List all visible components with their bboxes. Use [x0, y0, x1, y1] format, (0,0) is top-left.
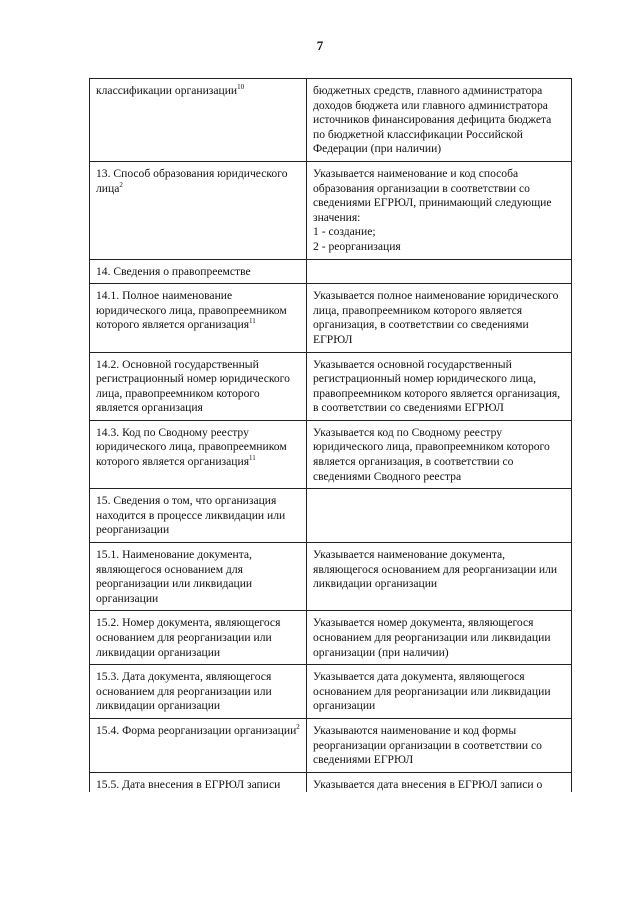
table-row — [90, 772, 572, 792]
table-row — [90, 718, 572, 772]
field-name-cell — [90, 420, 307, 488]
footnote-ref: 2 — [296, 723, 300, 732]
field-description-cell — [307, 665, 572, 719]
field-name-cell — [90, 161, 307, 259]
value-option: 2 - реорганизация — [313, 239, 401, 253]
field-name: 15.4. Форма реорганизации организации — [96, 723, 297, 737]
field-name: 15.5. Дата внесения в ЕГРЮЛ записи — [96, 777, 281, 791]
table-row — [90, 489, 572, 543]
field-description-cell — [307, 772, 572, 792]
table-row — [90, 161, 572, 259]
table-row — [90, 259, 572, 284]
field-name-cell — [90, 543, 307, 611]
field-name: 14.1. Полное наименование юридического лица, правопреемником которого является организация — [96, 289, 287, 332]
field-description: Указывается основной государственный регистрационный номер юридического лица, правопреемником которого является организация, в соответствии со сведениями ЕГРЮЛ — [313, 357, 561, 415]
field-description: Указывается дата внесения в ЕГРЮЛ записи о — [313, 777, 543, 791]
table-row — [90, 665, 572, 719]
field-name: 13. Способ образования юридического лица — [96, 166, 288, 195]
field-name-cell — [90, 611, 307, 665]
field-name-cell — [90, 718, 307, 772]
field-description-cell — [307, 79, 572, 162]
field-name: 15.3. Дата документа, являющегося основанием для реорганизации или ликвидации организации — [96, 670, 272, 713]
field-name: 14.3. Код по Сводному реестру юридического лица, правопреемником которого является организация — [96, 425, 287, 469]
field-description: Указываются наименование и код формы реорганизации организации в соответствии со сведениями ЕГРЮЛ — [313, 723, 542, 767]
field-description: Указывается наименование и код способа образования организации в соответствии со сведениями ЕГРЮЛ, принимающий следующие значения: — [313, 166, 552, 224]
field-name-cell — [90, 665, 307, 719]
field-description: бюджетных средств, главного администратора доходов бюджета или главного администратора источников финансирования дефицита бюджета по бюджетной классификации Российской Федерации (при наличии) — [313, 84, 552, 156]
section-heading: 14. Сведения о правопреемстве — [96, 264, 251, 278]
field-name-cell — [90, 352, 307, 420]
field-description-cell — [307, 352, 572, 420]
field-description: Указывается дата документа, являющегося основанием для реорганизации или ликвидации организации — [313, 670, 551, 713]
field-description: Указывается полное наименование юридического лица, правопреемником которого является организация, в соответствии со сведениями ЕГРЮЛ — [313, 289, 559, 346]
footnote-ref: 2 — [119, 180, 123, 189]
table-row — [90, 420, 572, 488]
table-row — [90, 611, 572, 665]
field-description: Указывается код по Сводному реестру юридического лица, правопреемником которого является организация, в соответствии со сведениями Сводного реестра — [313, 425, 550, 483]
field-name-cell — [90, 79, 307, 162]
table-row — [90, 352, 572, 420]
field-description-cell — [307, 489, 572, 543]
field-description: Указывается наименование документа, являющегося основанием для реорганизации или ликвидации организации — [313, 548, 558, 591]
field-name: 15.1. Наименование документа, являющегося основанием для реорганизации или ликвидации организации — [96, 548, 253, 605]
field-name-cell — [90, 284, 307, 352]
footnote-ref: 11 — [249, 454, 256, 463]
section-heading-cell — [90, 259, 307, 284]
field-description-cell — [307, 718, 572, 772]
table-row — [90, 284, 572, 352]
field-description-cell — [307, 259, 572, 284]
field-name: 15.2. Номер документа, являющегося основанием для реорганизации или ликвидации организации — [96, 616, 281, 659]
field-description-cell — [307, 420, 572, 488]
field-description-cell — [307, 161, 572, 259]
requisites-table — [89, 78, 572, 792]
field-description-cell — [307, 611, 572, 665]
section-heading-cell — [90, 489, 307, 543]
field-description-cell — [307, 284, 572, 352]
field-name: 14.2. Основной государственный регистрационный номер юридического лица, правопреемником которого является организация — [96, 357, 290, 415]
field-description-cell — [307, 543, 572, 611]
field-name-cell — [90, 772, 307, 792]
field-description: Указывается номер документа, являющегося основанием для реорганизации или ликвидации организации (при наличии) — [313, 616, 551, 659]
footnote-ref: 11 — [249, 317, 256, 326]
footnote-ref: 10 — [237, 83, 245, 92]
table-row — [90, 79, 572, 162]
page-number: 7 — [316, 38, 324, 53]
value-option: 1 - создание; — [313, 225, 376, 239]
table-row — [90, 543, 572, 611]
section-heading: 15. Сведения о том, что организация находится в процессе ликвидации или реорганизации — [96, 494, 286, 537]
field-name: классификации организации — [96, 84, 238, 97]
